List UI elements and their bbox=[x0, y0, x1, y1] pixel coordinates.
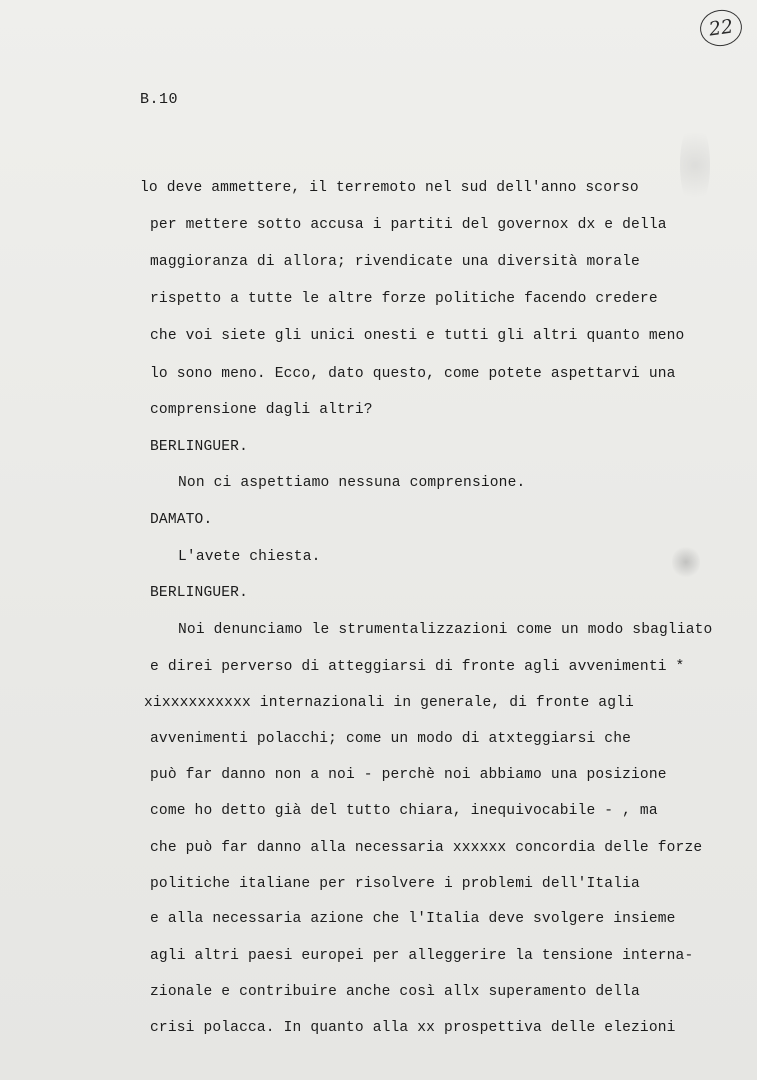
text-line: Noi denunciamo le strumentalizzazioni come un modo sbagliato bbox=[178, 622, 713, 638]
document-code: B.10 bbox=[140, 91, 179, 108]
text-line: Non ci aspettiamo nessuna comprensione. bbox=[178, 475, 526, 491]
ink-smudge bbox=[672, 545, 700, 579]
speaker-name: BERLINGUER. bbox=[150, 439, 248, 455]
speaker-name: BERLINGUER. bbox=[150, 585, 248, 601]
text-line: come ho detto già del tutto chiara, inequivocabile - , ma bbox=[150, 803, 658, 819]
paper-stain bbox=[680, 120, 710, 210]
text-line: L'avete chiesta. bbox=[178, 549, 321, 565]
page-number-circled: 22 bbox=[698, 7, 745, 48]
text-line: agli altri paesi europei per alleggerire la tensione interna- bbox=[150, 948, 694, 964]
text-line: zionale e contribuire anche così allx superamento della bbox=[150, 984, 640, 1000]
text-line: può far danno non a noi - perchè noi abbiamo una posizione bbox=[150, 767, 667, 783]
text-line: avvenimenti polacchi; come un modo di atxteggiarsi che bbox=[150, 731, 632, 747]
text-line: maggioranza di allora; rivendicate una diversità morale bbox=[150, 254, 640, 270]
text-line: per mettere sotto accusa i partiti del governox dx e della bbox=[150, 217, 667, 233]
text-line: che voi siete gli unici onesti e tutti gli altri quanto meno bbox=[150, 328, 685, 344]
speaker-name: DAMATO. bbox=[150, 512, 213, 528]
text-line: crisi polacca. In quanto alla xx prospettiva delle elezioni bbox=[150, 1020, 676, 1036]
text-line: xixxxxxxxxxx internazionali in generale, di fronte agli bbox=[144, 695, 634, 711]
text-line: lo deve ammettere, il terremoto nel sud dell'anno scorso bbox=[140, 180, 639, 196]
text-line: politiche italiane per risolvere i problemi dell'Italia bbox=[150, 876, 640, 892]
text-line: che può far danno alla necessaria xxxxxx concordia delle forze bbox=[150, 840, 703, 856]
text-line: lo sono meno. Ecco, dato questo, come potete aspettarvi una bbox=[150, 366, 676, 382]
text-line: e alla necessaria azione che l'Italia deve svolgere insieme bbox=[150, 911, 676, 927]
text-line: comprensione dagli altri? bbox=[150, 402, 373, 418]
text-line: e direi perverso di atteggiarsi di fronte agli avvenimenti * bbox=[150, 659, 685, 675]
text-line: rispetto a tutte le altre forze politiche facendo credere bbox=[150, 291, 658, 307]
